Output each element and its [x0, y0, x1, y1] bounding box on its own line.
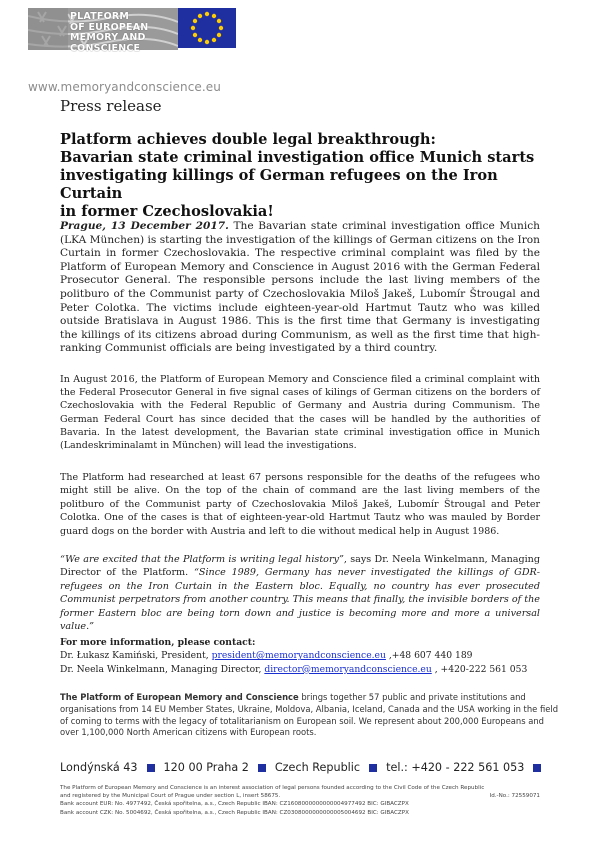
logo-line: MEMORY AND: [70, 32, 146, 43]
contact-line: [60, 663, 527, 676]
address-country: Czech Republic: [274, 761, 361, 774]
address-phone: tel.: +420 - 222 561 053: [386, 761, 525, 774]
headline-line: Bavarian state criminal investigation office Munich starts: [60, 149, 535, 166]
legal-line: Bank account EUR: No. 4977492, Česká spořitelna, a.s., Czech Republic IBAN: CZ1608000000000004977492 BIC: GIBACZPX: [60, 801, 409, 808]
legal-id: Id.-No.: 72559071: [489, 793, 540, 800]
contact-heading: For more information, please contact:: [60, 637, 256, 648]
headline: [60, 131, 560, 221]
paragraph-research: The Platform had researched at least 67 persons responsible for the deaths of the refugees who might still be alive. On the top of the chain of command are the last living members of the politburo of the Communist party of Czechoslovakia Miloš Jakeš, Lubomír Štrougal and Peter Colotka. One of the cases is that of eighteen-year-old Hartmut Tautz who was mauled by Border guard dogs on the border with Austria and left to die without medical help in August 1986.: [60, 472, 540, 537]
website-url: www.memoryandconscience.eu: [28, 80, 221, 94]
logo-wordmark: [70, 12, 148, 54]
legal-line: [60, 792, 540, 800]
document-type-label: Press release: [60, 97, 162, 115]
contact-line: [60, 649, 527, 662]
paragraph-text: The Bavarian state criminal investigation office Munich (LKA München) is starting the investigation of the killings of German citizens on the Iron Curtain in former Czechoslovakia. The respective criminal complaint was filed by the Platform of European Memory and Conscience in August 2016 with the German Federal Prosecutor General. The responsible persons include the last living members of the politburo of the Communist party of Czechoslovakia Miloš Jakeš, Lubomír Štrougal and Peter Colotka. The victims include eighteen-year-old Hartmut Tautz who was killed outside Bratislava in August 1986. This is the first time that Germany is investigating the killings of its citizens abroad during Communism, as well as the first time that high-ranking Communist officials are being investigated by a third country.: [60, 220, 541, 355]
separator-square-icon: [533, 764, 541, 772]
contact-phone: , +420-222 561 053: [431, 663, 528, 675]
eu-stars-icon: [178, 8, 236, 48]
legal-line: The Platform of European Memory and Conscience is an interest association of legal persons founded according to the Civil Code of the Czech Republic: [60, 785, 485, 791]
headline-line: investigating killings of German refugees on the Iron Curtain: [60, 167, 498, 202]
dateline: Prague, 13 December 2017.: [60, 220, 229, 232]
separator-square-icon: [369, 764, 377, 772]
contact-phone: ,+48 607 440 189: [385, 650, 473, 662]
letterhead: [0, 0, 600, 94]
legal-footer: [60, 784, 540, 817]
president-email-link[interactable]: president@memoryandconscience.eu: [211, 650, 386, 662]
attribution-text: , says Dr. Neela Winkelmann, Managing Director of the Platform.: [60, 554, 540, 579]
about-platform: [60, 692, 560, 739]
paragraph-quote: [60, 553, 540, 633]
separator-square-icon: [258, 764, 266, 772]
contact-block: [60, 636, 527, 676]
paragraph-complaint: In August 2016, the Platform of European Memory and Conscience filed a criminal complaint with the Federal Prosecutor General in five signal cases of kilings of German citizens on the borders of Czechoslovakia with the Federal Republic of Germany and Austria during Communism. The German Federal Court has since decided that the cases will be handled by the authorities of Bavaria. In the latest development, the Bavarian state criminal investigation office in Munich (Landeskriminalamt in München) will lead the investigations.: [60, 374, 540, 452]
contact-name: Dr. Łukasz Kamiński, President,: [60, 650, 212, 662]
about-org-name: The Platform of European Memory and Conscience: [60, 692, 299, 702]
address-street: Londýnská 43: [60, 761, 138, 774]
quote-text: “Since 1989, Germany has never investigated the killings of GDR-refugees on the Iron Curtain in the Eastern bloc. Equally, no country has ever prosecuted Communist perpetrators from another country. This means that finally, the invisible borders of the former Eastern bloc are being torn down and justice is becoming more and more a universal value.”: [60, 567, 541, 633]
quote-text: “We are excited that the Platform is writing legal history”: [60, 554, 344, 565]
legal-line: Bank account CZK: No. 5004692, Česká spořitelna, a.s., Czech Republic IBAN: CZ0308000000000005004692 BIC: GIBACZPX: [60, 809, 409, 816]
director-email-link[interactable]: director@memoryandconscience.eu: [264, 663, 432, 675]
legal-registration: and registered by the Municipal Court of Prague under section L, insert 58675.: [60, 793, 281, 800]
separator-square-icon: [147, 764, 155, 772]
address-bar: [60, 761, 550, 774]
headline-line: Platform achieves double legal breakthrough:: [60, 131, 436, 148]
contact-name: Dr. Neela Winkelmann, Managing Director,: [60, 663, 265, 675]
logo-line: CONSCIENCE: [70, 42, 141, 54]
logo-line: OF EUROPEAN: [70, 21, 149, 33]
address-city: 120 00 Praha 2: [163, 761, 249, 774]
about-text: brings together 57 public and private institutions and organisations from 14 EU Member States, Ukraine, Moldova, Albania, Iceland, Canada and the USA working in the field of coming to terms with the legacy of totalitarianism on European soil. We represent about 200,000 Europeans and over 1,100,000 North American citizens with European roots.: [60, 692, 559, 738]
paragraph-lead: [60, 220, 540, 356]
headline-line: in former Czechoslovakia!: [60, 203, 274, 220]
logo-line: PLATFORM: [70, 11, 130, 22]
